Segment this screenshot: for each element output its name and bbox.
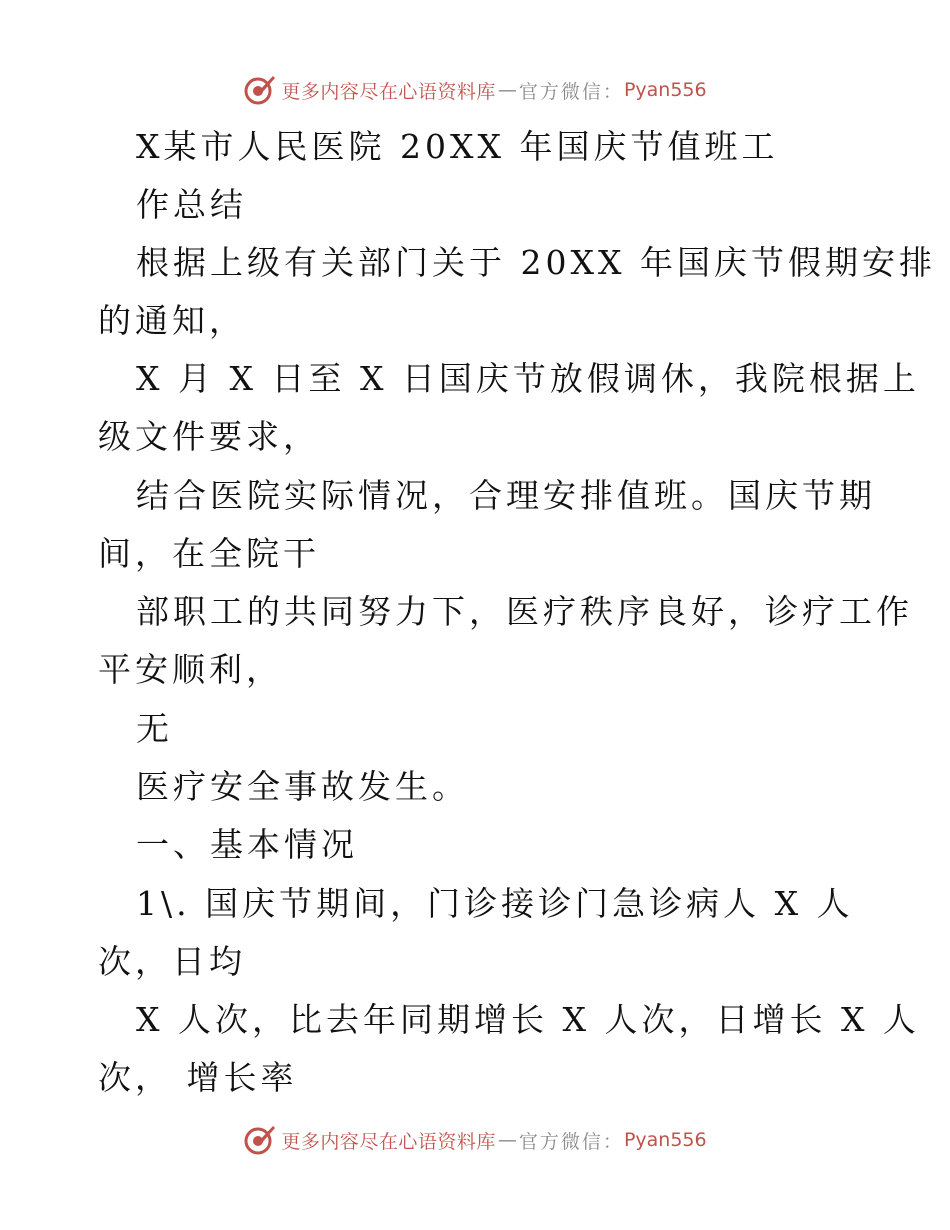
footer-watermark	[0, 1122, 950, 1158]
paragraph-line: 次，日均	[98, 942, 246, 981]
paragraph-line: 级文件要求，	[98, 417, 320, 456]
doc-title-line-1: X某市人民医院 20XX 年国庆节值班工	[136, 127, 779, 166]
paragraph-line: 间，在全院干	[98, 534, 320, 573]
section-heading: 一、基本情况	[136, 825, 358, 864]
watermark-site-text: 更多内容尽在心语资料库	[281, 1130, 496, 1153]
paragraph-line: 1\. 国庆节期间，门诊接诊门急诊病人 X 人	[136, 884, 854, 923]
paragraph-line: 医疗安全事故发生。	[136, 767, 469, 806]
paragraph-line: 的通知，	[98, 301, 246, 340]
watermark-wechat-id: Pyan556	[623, 1129, 707, 1151]
paragraph-line: 结合医院实际情况，合理安排值班。国庆节期	[136, 476, 876, 515]
paragraph-line: 根据上级有关部门关于 20XX 年国庆节假期安排	[136, 243, 936, 282]
watermark-site-text: 更多内容尽在心语资料库	[281, 80, 496, 103]
watermark-wechat-label: 官方微信：	[518, 80, 624, 103]
paragraph-line: 平安顺利，	[98, 650, 283, 689]
quill-logo-icon	[243, 1123, 277, 1157]
paragraph-line: 部职工的共同努力下，医疗秩序良好，诊疗工作	[136, 592, 913, 631]
watermark-wechat-id: Pyan556	[623, 79, 707, 101]
watermark-dash: —	[497, 1129, 517, 1151]
paragraph-line: 无	[136, 709, 173, 748]
paragraph-line: X 人次，比去年同期增长 X 人次，日增长 X 人	[136, 1000, 920, 1039]
watermark-dash: —	[497, 79, 517, 101]
doc-title-line-2: 作总结	[136, 185, 247, 224]
paragraph-line: X 月 X 日至 X 日国庆节放假调休，我院根据上	[136, 359, 920, 398]
watermark-wechat-label: 官方微信：	[518, 1130, 624, 1153]
paragraph-line: 次， 增长率	[98, 1058, 298, 1097]
